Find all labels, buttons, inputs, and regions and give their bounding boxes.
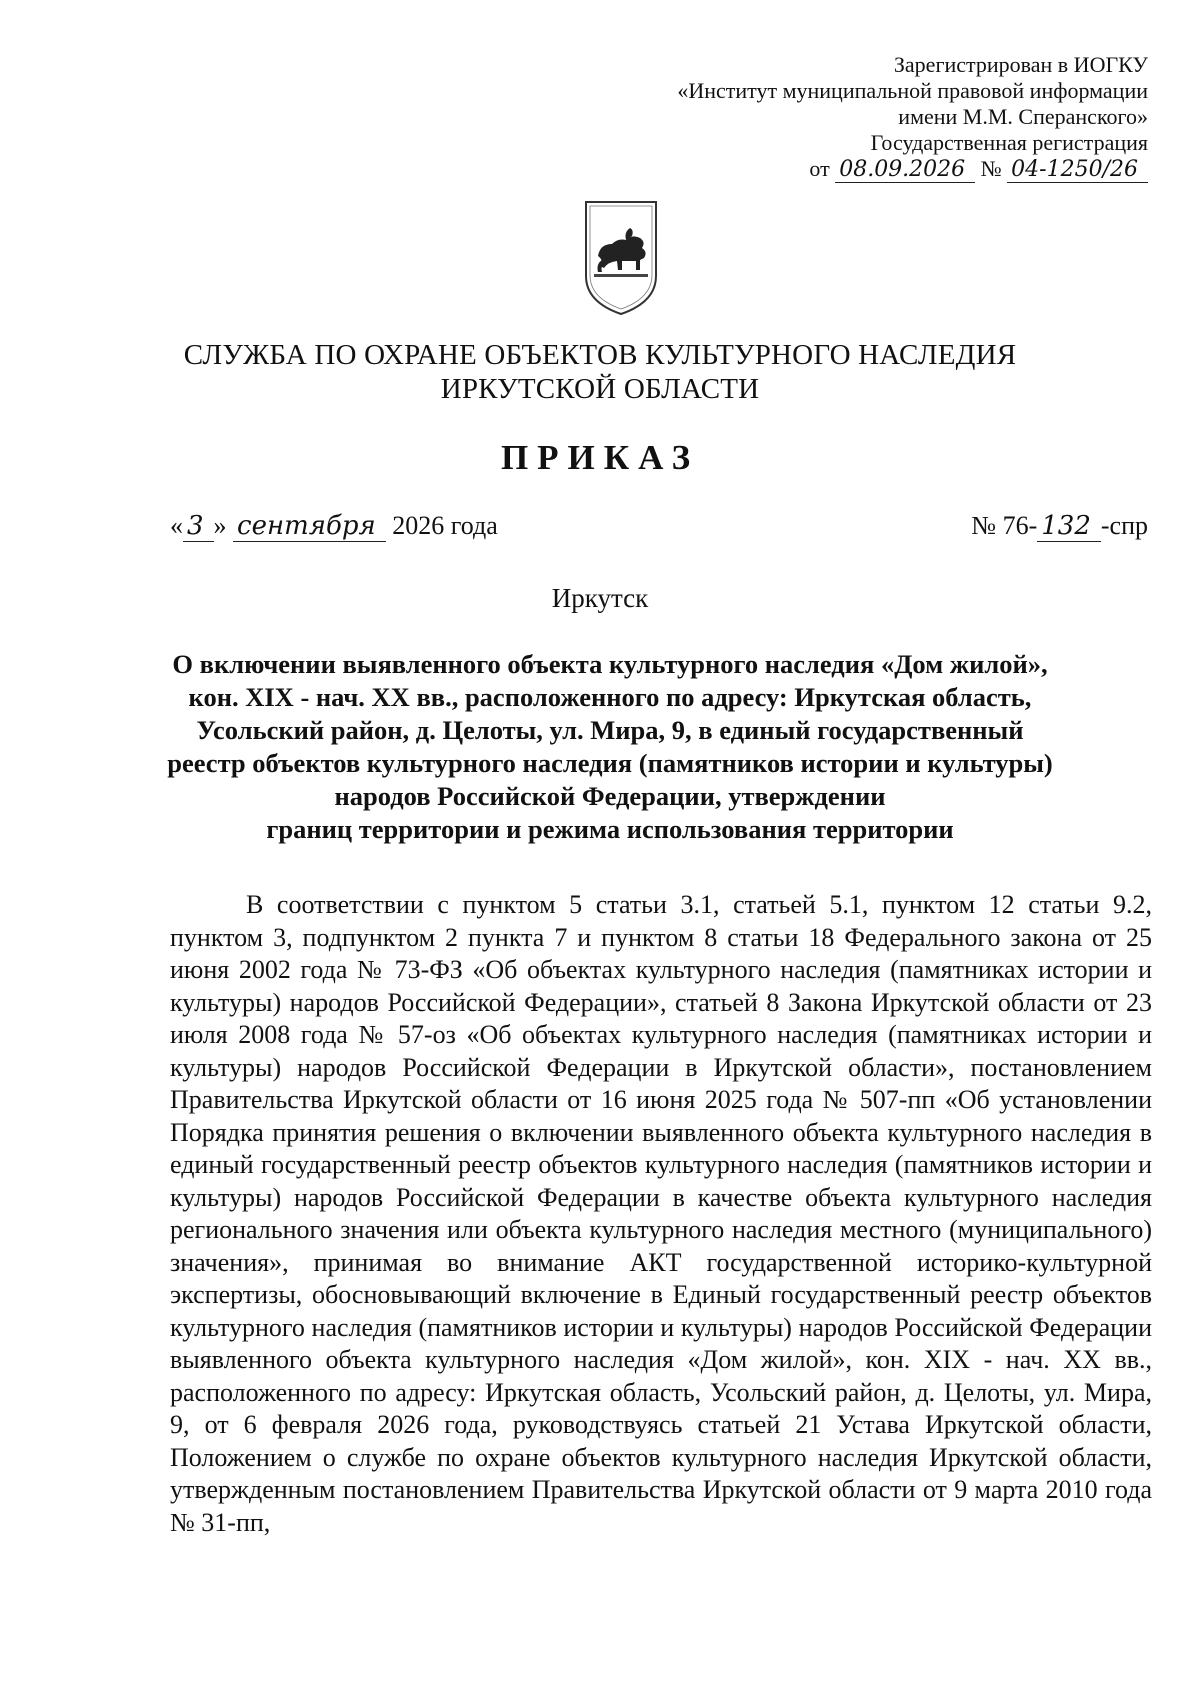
- agency-name: [0, 338, 1200, 406]
- heading-line: границ территории и режима использования территории: [266, 814, 954, 844]
- date-day: 3: [183, 511, 214, 542]
- order-date: [170, 511, 498, 541]
- document-type-title: ПРИКАЗ: [500, 438, 700, 477]
- order-number-value: 132: [1037, 511, 1101, 542]
- agency-name-line-2: ИРКУТСКОЙ ОБЛАСТИ: [440, 373, 760, 405]
- registration-number: 04-1250/26: [1007, 157, 1148, 183]
- registration-number-label: №: [980, 156, 1002, 181]
- heading-line: кон. XIX - нач. XX вв., расположенного по адресу: Иркутская область,: [188, 682, 1032, 712]
- irkutsk-coat-of-arms-icon: [582, 198, 660, 318]
- registration-line-2: «Институт муниципальной правовой информации: [677, 78, 1148, 103]
- date-open-quote: «: [170, 511, 183, 540]
- registration-date: 08.09.2026: [835, 157, 975, 183]
- heading-line: народов Российской Федерации, утверждении: [334, 781, 886, 811]
- date-month: сентября: [233, 511, 386, 542]
- city: Иркутск: [551, 583, 649, 613]
- registration-line-4: Государственная регистрация: [870, 130, 1148, 155]
- body-paragraph: В соответствии с пунктом 5 статьи 3.1, статьей 5.1, пунктом 12 статьи 9.2, пунктом 3, подпунктом 2 пункта 7 и пунктом 8 статьи 18 Федерального закона от 25 июня 2002 года № 73-ФЗ «Об объектах культурного наследия (памятниках истории и культуры) народов Российской Федерации», статьей 8 Закона Иркутской области от 23 июля 2008 года № 57-оз «Об объектах культурного наследия (памятниках истории и культуры) народов Российской Федерации в Иркутской области», постановлением Правительства Иркутской области от 16 июня 2025 года № 507-пп «Об установлении Порядка принятия решения о включении выявленного объекта культурного наследия в единый государственный реестр объектов культурного наследия (памятников истории и культуры) народов Российской Федерации в качестве объекта культурного наследия регионального значения или объекта культурного наследия местного (муниципального) значения», принимая во внимание АКТ государственной историко-культурной экспертизы, обосновывающий включение в Единый государственный реестр объектов культурного наследия (памятников истории и культуры) народов Российской Федерации выявленного объекта культурного наследия «Дом жилой», кон. XIX - нач. XX вв., расположенного по адресу: Иркутская область, Усольский район, д. Целоты, ул. Мира, 9, от 6 февраля 2026 года, руководствуясь статьей 21 Устава Иркутской области, Положением о службе по охране объектов культурного наследия Иркутской области, утвержденным постановлением Правительства Иркутской области от 9 марта 2010 года № 31-пп,: [170, 890, 1152, 1537]
- registration-line-3: имени М.М. Сперанского»: [898, 104, 1148, 129]
- heading-line: реестр объектов культурного наследия (памятников истории и культуры): [167, 748, 1053, 778]
- registration-from-label: от: [809, 156, 830, 181]
- order-number: [971, 511, 1148, 541]
- registration-line-1: Зарегистрирован в ИОГКУ: [893, 52, 1148, 77]
- heading-line: О включении выявленного объекта культурного наследия «Дом жилой»,: [172, 649, 1048, 679]
- order-heading: [150, 648, 1070, 846]
- date-year: 2026 года: [392, 511, 498, 540]
- order-number-suffix: -спр: [1100, 511, 1148, 540]
- heading-line: Усольский район, д. Целоты, ул. Мира, 9, в единый государственный: [196, 715, 1024, 745]
- date-close-quote: »: [213, 511, 227, 540]
- order-number-prefix: № 76-: [971, 511, 1038, 540]
- registration-date-number-line: [588, 156, 1148, 183]
- agency-name-line-1: СЛУЖБА ПО ОХРАНЕ ОБЪЕКТОВ КУЛЬТУРНОГО НАСЛЕДИЯ: [183, 339, 1017, 371]
- registration-stamp: [588, 52, 1148, 183]
